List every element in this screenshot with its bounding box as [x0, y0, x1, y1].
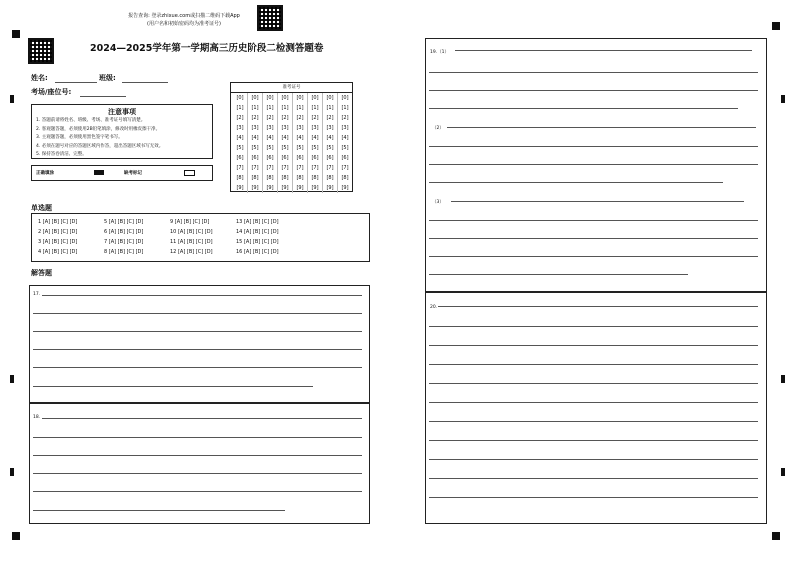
- answer-line[interactable]: [429, 364, 758, 365]
- notice-title: 注意事项: [108, 108, 136, 116]
- exam-id-column: [308, 93, 323, 193]
- answer-line[interactable]: [42, 295, 362, 296]
- exam-id-bubble[interactable]: [7]: [296, 165, 304, 171]
- exam-id-title: 准考证号: [231, 83, 352, 93]
- q19-part2-label: （2）: [432, 126, 444, 131]
- exam-id-bubble[interactable]: [9]: [326, 185, 334, 191]
- empty-bubble-icon[interactable]: [184, 170, 195, 176]
- exam-id-bubble[interactable]: [9]: [341, 185, 349, 191]
- answer-line[interactable]: [429, 345, 758, 346]
- exam-id-bubble[interactable]: [8]: [296, 175, 304, 181]
- exam-id-bubble[interactable]: [8]: [281, 175, 289, 181]
- exam-id-bubble[interactable]: [5]: [251, 145, 259, 151]
- choice-question[interactable]: 6 [A] [B] [C] [D]: [104, 229, 144, 235]
- answer-line[interactable]: [438, 306, 758, 307]
- choice-question[interactable]: 4 [A] [B] [C] [D]: [38, 249, 78, 255]
- exam-id-bubble[interactable]: [5]: [326, 145, 334, 151]
- exam-id-bubble[interactable]: [3]: [251, 125, 259, 131]
- exam-id-bubble[interactable]: [3]: [326, 125, 334, 131]
- exam-id-bubble[interactable]: [6]: [296, 155, 304, 161]
- exam-id-bubble[interactable]: [1]: [296, 105, 304, 111]
- answer-line[interactable]: [429, 402, 758, 403]
- exam-id-bubble[interactable]: [3]: [311, 125, 319, 131]
- q18-label: 18.: [33, 415, 41, 420]
- exam-id-bubble[interactable]: [1]: [251, 105, 259, 111]
- exam-id-bubble[interactable]: [5]: [311, 145, 319, 151]
- single-choice-grid: [32, 214, 369, 261]
- answer-line[interactable]: [429, 90, 758, 91]
- exam-id-bubble[interactable]: [0]: [236, 95, 244, 101]
- exam-id-bubble[interactable]: [0]: [251, 95, 259, 101]
- exam-id-bubble[interactable]: [3]: [236, 125, 244, 131]
- exam-id-column: [248, 93, 263, 193]
- exam-id-bubble[interactable]: [5]: [266, 145, 274, 151]
- score-query-text: 报告查询: 登录zhixue.com或扫描二维码下载App: [128, 13, 240, 19]
- exam-id-column: [293, 93, 308, 193]
- exam-id-bubble[interactable]: [1]: [311, 105, 319, 111]
- qr-code-icon: [28, 38, 54, 64]
- choice-question[interactable]: 16 [A] [B] [C] [D]: [236, 249, 279, 255]
- exam-id-bubble[interactable]: [0]: [281, 95, 289, 101]
- answer-line[interactable]: [33, 491, 362, 492]
- exam-id-bubble[interactable]: [8]: [341, 175, 349, 181]
- seat-field[interactable]: [80, 96, 126, 97]
- registration-mark-tr: [772, 22, 780, 30]
- exam-id-bubble[interactable]: [6]: [236, 155, 244, 161]
- exam-id-bubble[interactable]: [2]: [296, 115, 304, 121]
- exam-id-bubble[interactable]: [6]: [281, 155, 289, 161]
- answer-line[interactable]: [429, 421, 758, 422]
- exam-id-bubble[interactable]: [6]: [326, 155, 334, 161]
- exam-id-bubble[interactable]: [2]: [311, 115, 319, 121]
- answer-line[interactable]: [455, 50, 752, 51]
- page-title: 2024—2025学年第一学期高三历史阶段二检测答题卷: [90, 43, 324, 54]
- choice-question[interactable]: 10 [A] [B] [C] [D]: [170, 229, 213, 235]
- exam-id-column: [338, 93, 352, 193]
- exam-id-bubble[interactable]: [9]: [236, 185, 244, 191]
- notice-item: 3. 主观题答题，必须使用黑色签字笔书写。: [36, 135, 123, 140]
- score-query-note: (用户名和初始密码均为准考证号): [147, 21, 221, 27]
- answer-line[interactable]: [33, 386, 313, 387]
- answer-line[interactable]: [429, 497, 758, 498]
- notice-item: 2. 客观题答题，必须使用2B铅笔填涂，修改时用橡皮擦干净。: [36, 126, 161, 132]
- exam-id-bubble[interactable]: [4]: [236, 135, 244, 141]
- exam-id-bubble[interactable]: [6]: [311, 155, 319, 161]
- filled-bubble-icon: [94, 170, 104, 175]
- exam-id-bubble[interactable]: [1]: [266, 105, 274, 111]
- answer-line[interactable]: [33, 437, 362, 438]
- q20-label: 20.: [430, 305, 438, 310]
- exam-id-bubble[interactable]: [1]: [236, 105, 244, 111]
- q18-answer-box: [29, 403, 370, 524]
- exam-id-column: [323, 93, 338, 193]
- exam-id-bubble[interactable]: [0]: [341, 95, 349, 101]
- answer-line[interactable]: [429, 108, 738, 109]
- answer-line[interactable]: [429, 326, 758, 327]
- exam-id-bubble[interactable]: [7]: [326, 165, 334, 171]
- q19-part3-label: （3）: [432, 200, 444, 205]
- choice-question[interactable]: 5 [A] [B] [C] [D]: [104, 219, 144, 225]
- exam-id-bubble[interactable]: [7]: [236, 165, 244, 171]
- exam-id-bubble[interactable]: [0]: [311, 95, 319, 101]
- answer-line[interactable]: [42, 418, 362, 419]
- exam-id-bubble[interactable]: [4]: [326, 135, 334, 141]
- side-mark: [781, 468, 785, 476]
- q17-label: 17.: [33, 292, 41, 297]
- answer-line[interactable]: [429, 459, 758, 460]
- missing-mark-label: 缺考标记: [124, 171, 142, 176]
- name-label: 姓名:: [31, 74, 48, 82]
- answer-section-title: 解答题: [31, 269, 52, 277]
- registration-mark-tl: [12, 30, 20, 38]
- exam-id-bubble[interactable]: [7]: [281, 165, 289, 171]
- answer-line[interactable]: [429, 274, 688, 275]
- exam-id-bubble[interactable]: [8]: [236, 175, 244, 181]
- notice-item: 5. 保持答卷清洁、完整。: [36, 152, 87, 157]
- exam-id-bubble[interactable]: [2]: [326, 115, 334, 121]
- answer-line[interactable]: [429, 182, 723, 183]
- registration-mark-br: [772, 532, 780, 540]
- notice-item: 4. 必须在题号对应的答题区域内作答，超出答题区域书写无效。: [36, 143, 164, 149]
- exam-id-bubble[interactable]: [0]: [266, 95, 274, 101]
- exam-id-bubble[interactable]: [8]: [251, 175, 259, 181]
- answer-line[interactable]: [33, 367, 362, 368]
- side-mark: [781, 95, 785, 103]
- exam-id-bubble[interactable]: [7]: [266, 165, 274, 171]
- exam-id-bubble[interactable]: [9]: [296, 185, 304, 191]
- exam-id-column: [233, 93, 248, 193]
- answer-line[interactable]: [33, 313, 362, 314]
- exam-id-box: [230, 82, 353, 192]
- exam-id-bubble[interactable]: [3]: [266, 125, 274, 131]
- exam-id-bubble[interactable]: [1]: [326, 105, 334, 111]
- exam-id-bubble[interactable]: [1]: [281, 105, 289, 111]
- seat-label: 考场/座位号:: [31, 88, 72, 96]
- answer-line[interactable]: [447, 127, 756, 128]
- exam-id-bubble[interactable]: [5]: [341, 145, 349, 151]
- qr-code-icon: [257, 5, 283, 31]
- exam-id-bubble[interactable]: [9]: [251, 185, 259, 191]
- exam-id-bubble[interactable]: [6]: [251, 155, 259, 161]
- exam-id-bubble[interactable]: [9]: [281, 185, 289, 191]
- exam-id-bubble[interactable]: [6]: [266, 155, 274, 161]
- exam-id-bubble[interactable]: [8]: [326, 175, 334, 181]
- answer-line[interactable]: [429, 164, 758, 165]
- exam-id-bubble[interactable]: [1]: [341, 105, 349, 111]
- exam-id-bubble[interactable]: [4]: [281, 135, 289, 141]
- choice-question[interactable]: 14 [A] [B] [C] [D]: [236, 229, 279, 235]
- choice-question[interactable]: 3 [A] [B] [C] [D]: [38, 239, 78, 245]
- exam-id-bubble[interactable]: [5]: [236, 145, 244, 151]
- exam-id-bubble[interactable]: [7]: [311, 165, 319, 171]
- choice-question[interactable]: 7 [A] [B] [C] [D]: [104, 239, 144, 245]
- exam-id-bubble[interactable]: [4]: [341, 135, 349, 141]
- exam-id-bubble[interactable]: [3]: [341, 125, 349, 131]
- answer-line[interactable]: [451, 201, 744, 202]
- exam-id-grid: [231, 93, 352, 193]
- exam-id-bubble[interactable]: [7]: [251, 165, 259, 171]
- exam-id-bubble[interactable]: [8]: [266, 175, 274, 181]
- exam-id-bubble[interactable]: [2]: [251, 115, 259, 121]
- side-mark: [10, 95, 14, 103]
- answer-line[interactable]: [429, 440, 758, 441]
- choice-question[interactable]: 13 [A] [B] [C] [D]: [236, 219, 279, 225]
- exam-id-bubble[interactable]: [2]: [341, 115, 349, 121]
- choice-question[interactable]: 12 [A] [B] [C] [D]: [170, 249, 213, 255]
- exam-id-bubble[interactable]: [4]: [251, 135, 259, 141]
- choice-question[interactable]: 15 [A] [B] [C] [D]: [236, 239, 279, 245]
- registration-mark-bl: [12, 532, 20, 540]
- choice-question[interactable]: 11 [A] [B] [C] [D]: [170, 239, 213, 245]
- single-choice-box: [31, 213, 370, 262]
- answer-line[interactable]: [429, 72, 758, 73]
- side-mark: [10, 468, 14, 476]
- exam-id-bubble[interactable]: [9]: [266, 185, 274, 191]
- answer-line[interactable]: [429, 256, 758, 257]
- exam-id-bubble[interactable]: [0]: [326, 95, 334, 101]
- notice-box: [31, 104, 213, 159]
- choice-question[interactable]: 8 [A] [B] [C] [D]: [104, 249, 144, 255]
- answer-line[interactable]: [33, 455, 362, 456]
- exam-id-bubble[interactable]: [6]: [341, 155, 349, 161]
- class-label: 班级:: [99, 74, 116, 82]
- exam-id-bubble[interactable]: [8]: [311, 175, 319, 181]
- exam-id-bubble[interactable]: [9]: [311, 185, 319, 191]
- exam-id-bubble[interactable]: [4]: [311, 135, 319, 141]
- q19-answer-box: [425, 38, 767, 292]
- choice-question[interactable]: 9 [A] [B] [C] [D]: [170, 219, 210, 225]
- exam-id-bubble[interactable]: [2]: [236, 115, 244, 121]
- answer-line[interactable]: [33, 349, 362, 350]
- q19-part1-label: 19.（1）: [430, 50, 450, 55]
- exam-id-bubble[interactable]: [2]: [266, 115, 274, 121]
- exam-id-bubble[interactable]: [2]: [281, 115, 289, 121]
- answer-line[interactable]: [429, 220, 758, 221]
- answer-line[interactable]: [429, 146, 758, 147]
- side-mark: [781, 375, 785, 383]
- exam-id-bubble[interactable]: [5]: [296, 145, 304, 151]
- notice-item: 1. 答题前请将姓名、班级、考场、准考证号填写清楚。: [36, 118, 146, 123]
- side-mark: [10, 375, 14, 383]
- answer-line[interactable]: [33, 331, 362, 332]
- choice-question[interactable]: 1 [A] [B] [C] [D]: [38, 219, 78, 225]
- answer-line[interactable]: [33, 510, 285, 511]
- exam-id-bubble[interactable]: [3]: [281, 125, 289, 131]
- single-choice-title: 单选题: [31, 204, 52, 212]
- correct-fill-label: 正确填涂: [36, 171, 54, 176]
- answer-line[interactable]: [429, 478, 758, 479]
- exam-id-column: [278, 93, 293, 193]
- name-field[interactable]: [55, 82, 97, 83]
- answer-line[interactable]: [33, 473, 362, 474]
- exam-id-bubble[interactable]: [5]: [281, 145, 289, 151]
- exam-id-bubble[interactable]: [4]: [296, 135, 304, 141]
- choice-question[interactable]: 2 [A] [B] [C] [D]: [38, 229, 78, 235]
- fill-legend-box: [31, 165, 213, 181]
- class-field[interactable]: [122, 82, 168, 83]
- exam-id-bubble[interactable]: [7]: [341, 165, 349, 171]
- exam-id-bubble[interactable]: [4]: [266, 135, 274, 141]
- answer-line[interactable]: [429, 238, 758, 239]
- answer-line[interactable]: [429, 383, 758, 384]
- exam-id-bubble[interactable]: [3]: [296, 125, 304, 131]
- exam-id-column: [263, 93, 278, 193]
- exam-id-bubble[interactable]: [0]: [296, 95, 304, 101]
